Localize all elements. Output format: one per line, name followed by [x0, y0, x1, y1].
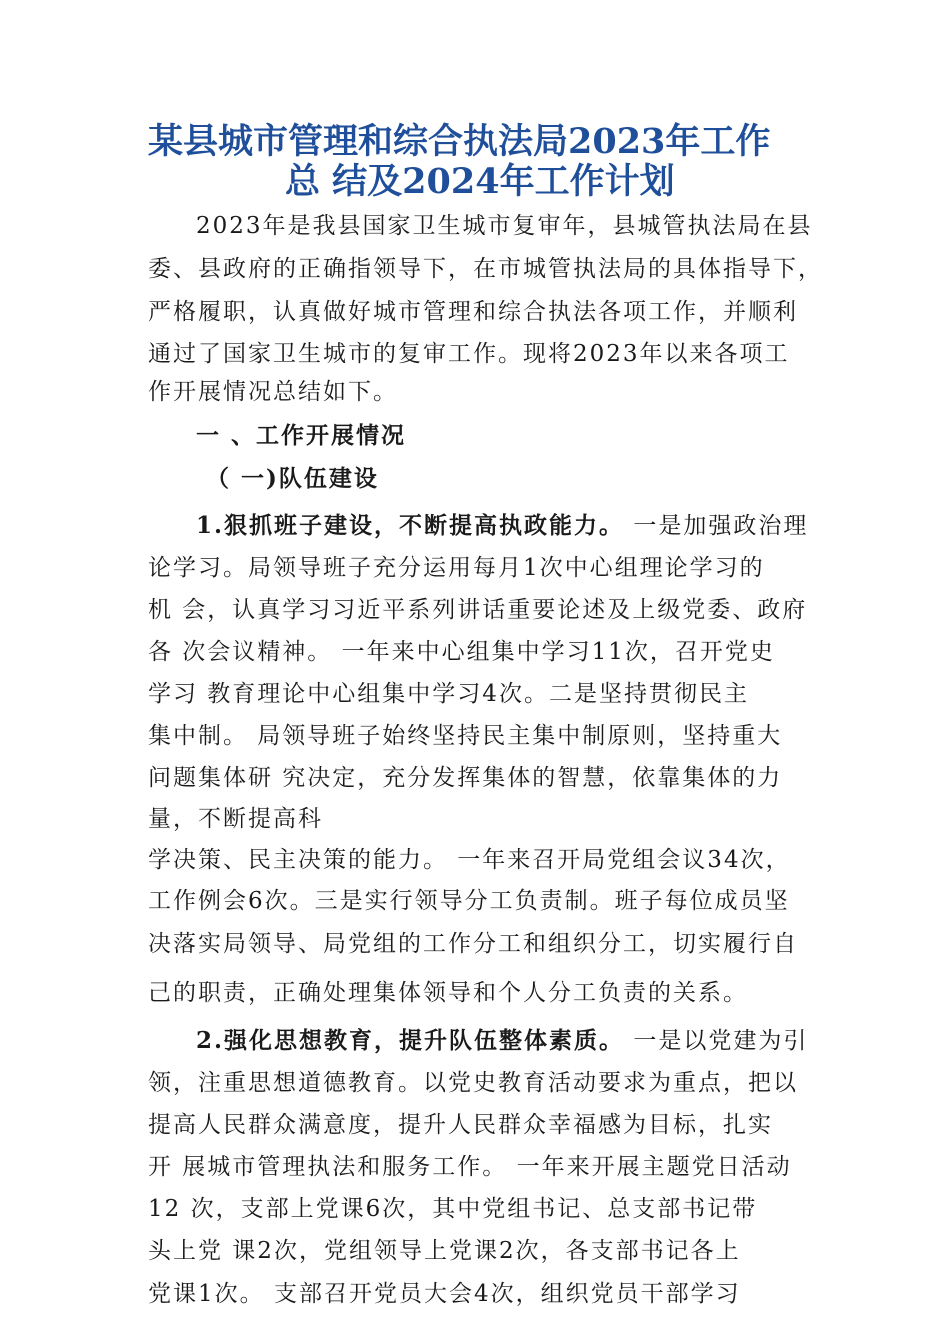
- item1-first-line: [196, 511, 808, 541]
- subsection-heading: （ 一)队伍建设: [206, 465, 379, 492]
- intro-line-2: 委、县政府的正确指领导下，在市城管执法局的具体指导下，: [148, 256, 823, 282]
- item1-line: 学决策、民主决策的能力。 一年来召开局党组会议34次，: [148, 847, 791, 873]
- item1-line: 己的职责，正确处理集体领导和个人分工负责的关系。: [148, 980, 748, 1006]
- item1-line: 问题集体研 究决定，充分发挥集体的智慧，依靠集体的力: [148, 765, 783, 791]
- item1-line: 决落实局领导、局党组的工作分工和组织分工，切实履行自: [148, 931, 798, 957]
- item2-line: 提高人民群众满意度，提升人民群众幸福感为目标，扎实: [148, 1112, 773, 1138]
- item1-line: 量，不断提高科: [148, 806, 323, 832]
- item1-lead: 1.狠抓班子建设，不断提高执政能力。: [196, 512, 625, 539]
- item1-line: 学习 教育理论中心组集中学习4次。二是坚持贯彻民主: [148, 681, 749, 707]
- item1-line: 集中制。 局领导班子始终坚持民主集中制原则，坚持重大: [148, 723, 783, 749]
- intro-line-1: 2023年是我县国家卫生城市复审年，县城管执法局在县: [196, 213, 813, 239]
- item2-line: 头上党 课2次，党组领导上党课2次，各支部书记各上: [148, 1238, 741, 1264]
- document-title-line-2: 总 结及2024年工作计划: [285, 161, 675, 202]
- intro-line-4: 通过了国家卫生城市的复审工作。现将2023年以来各项工: [148, 341, 790, 367]
- item2-first-line: [196, 1026, 808, 1056]
- intro-line-3: 严格履职，认真做好城市管理和综合执法各项工作，并顺利: [148, 299, 798, 325]
- item1-line: 各 次会议精神。 一年来中心组集中学习11次，召开党史: [148, 639, 775, 665]
- item1-line: 机 会，认真学习习近平系列讲话重要论述及上级党委、政府: [148, 597, 808, 623]
- item2-line: 开 展城市管理执法和服务工作。 一年来开展主题党日活动: [148, 1154, 792, 1180]
- item2-line: 12 次，支部上党课6次，其中党组书记、总支部书记带: [148, 1196, 758, 1222]
- document-title-line-1: 某县城市管理和综合执法局2023年工作: [148, 121, 771, 162]
- item2-lead: 2.强化思想教育，提升队伍整体素质。: [196, 1027, 625, 1054]
- item2-line: 党课1次。 支部召开党员大会4次，组织党员干部学习: [148, 1281, 741, 1307]
- item1-line: 工作例会6次。三是实行领导分工负责制。班子每位成员坚: [148, 888, 790, 914]
- item2-line: 领，注重思想道德教育。以党史教育活动要求为重点，把以: [148, 1070, 798, 1096]
- item1-line: 论学习。局领导班子充分运用每月1次中心组理论学习的: [148, 555, 765, 581]
- item1-first-line-rest: 一是加强政治理: [624, 513, 809, 539]
- intro-line-5: 作开展情况总结如下。: [148, 379, 398, 405]
- item2-first-line-rest: 一是以党建为引: [624, 1028, 809, 1054]
- section-heading: 一 、工作开展情况: [196, 422, 407, 449]
